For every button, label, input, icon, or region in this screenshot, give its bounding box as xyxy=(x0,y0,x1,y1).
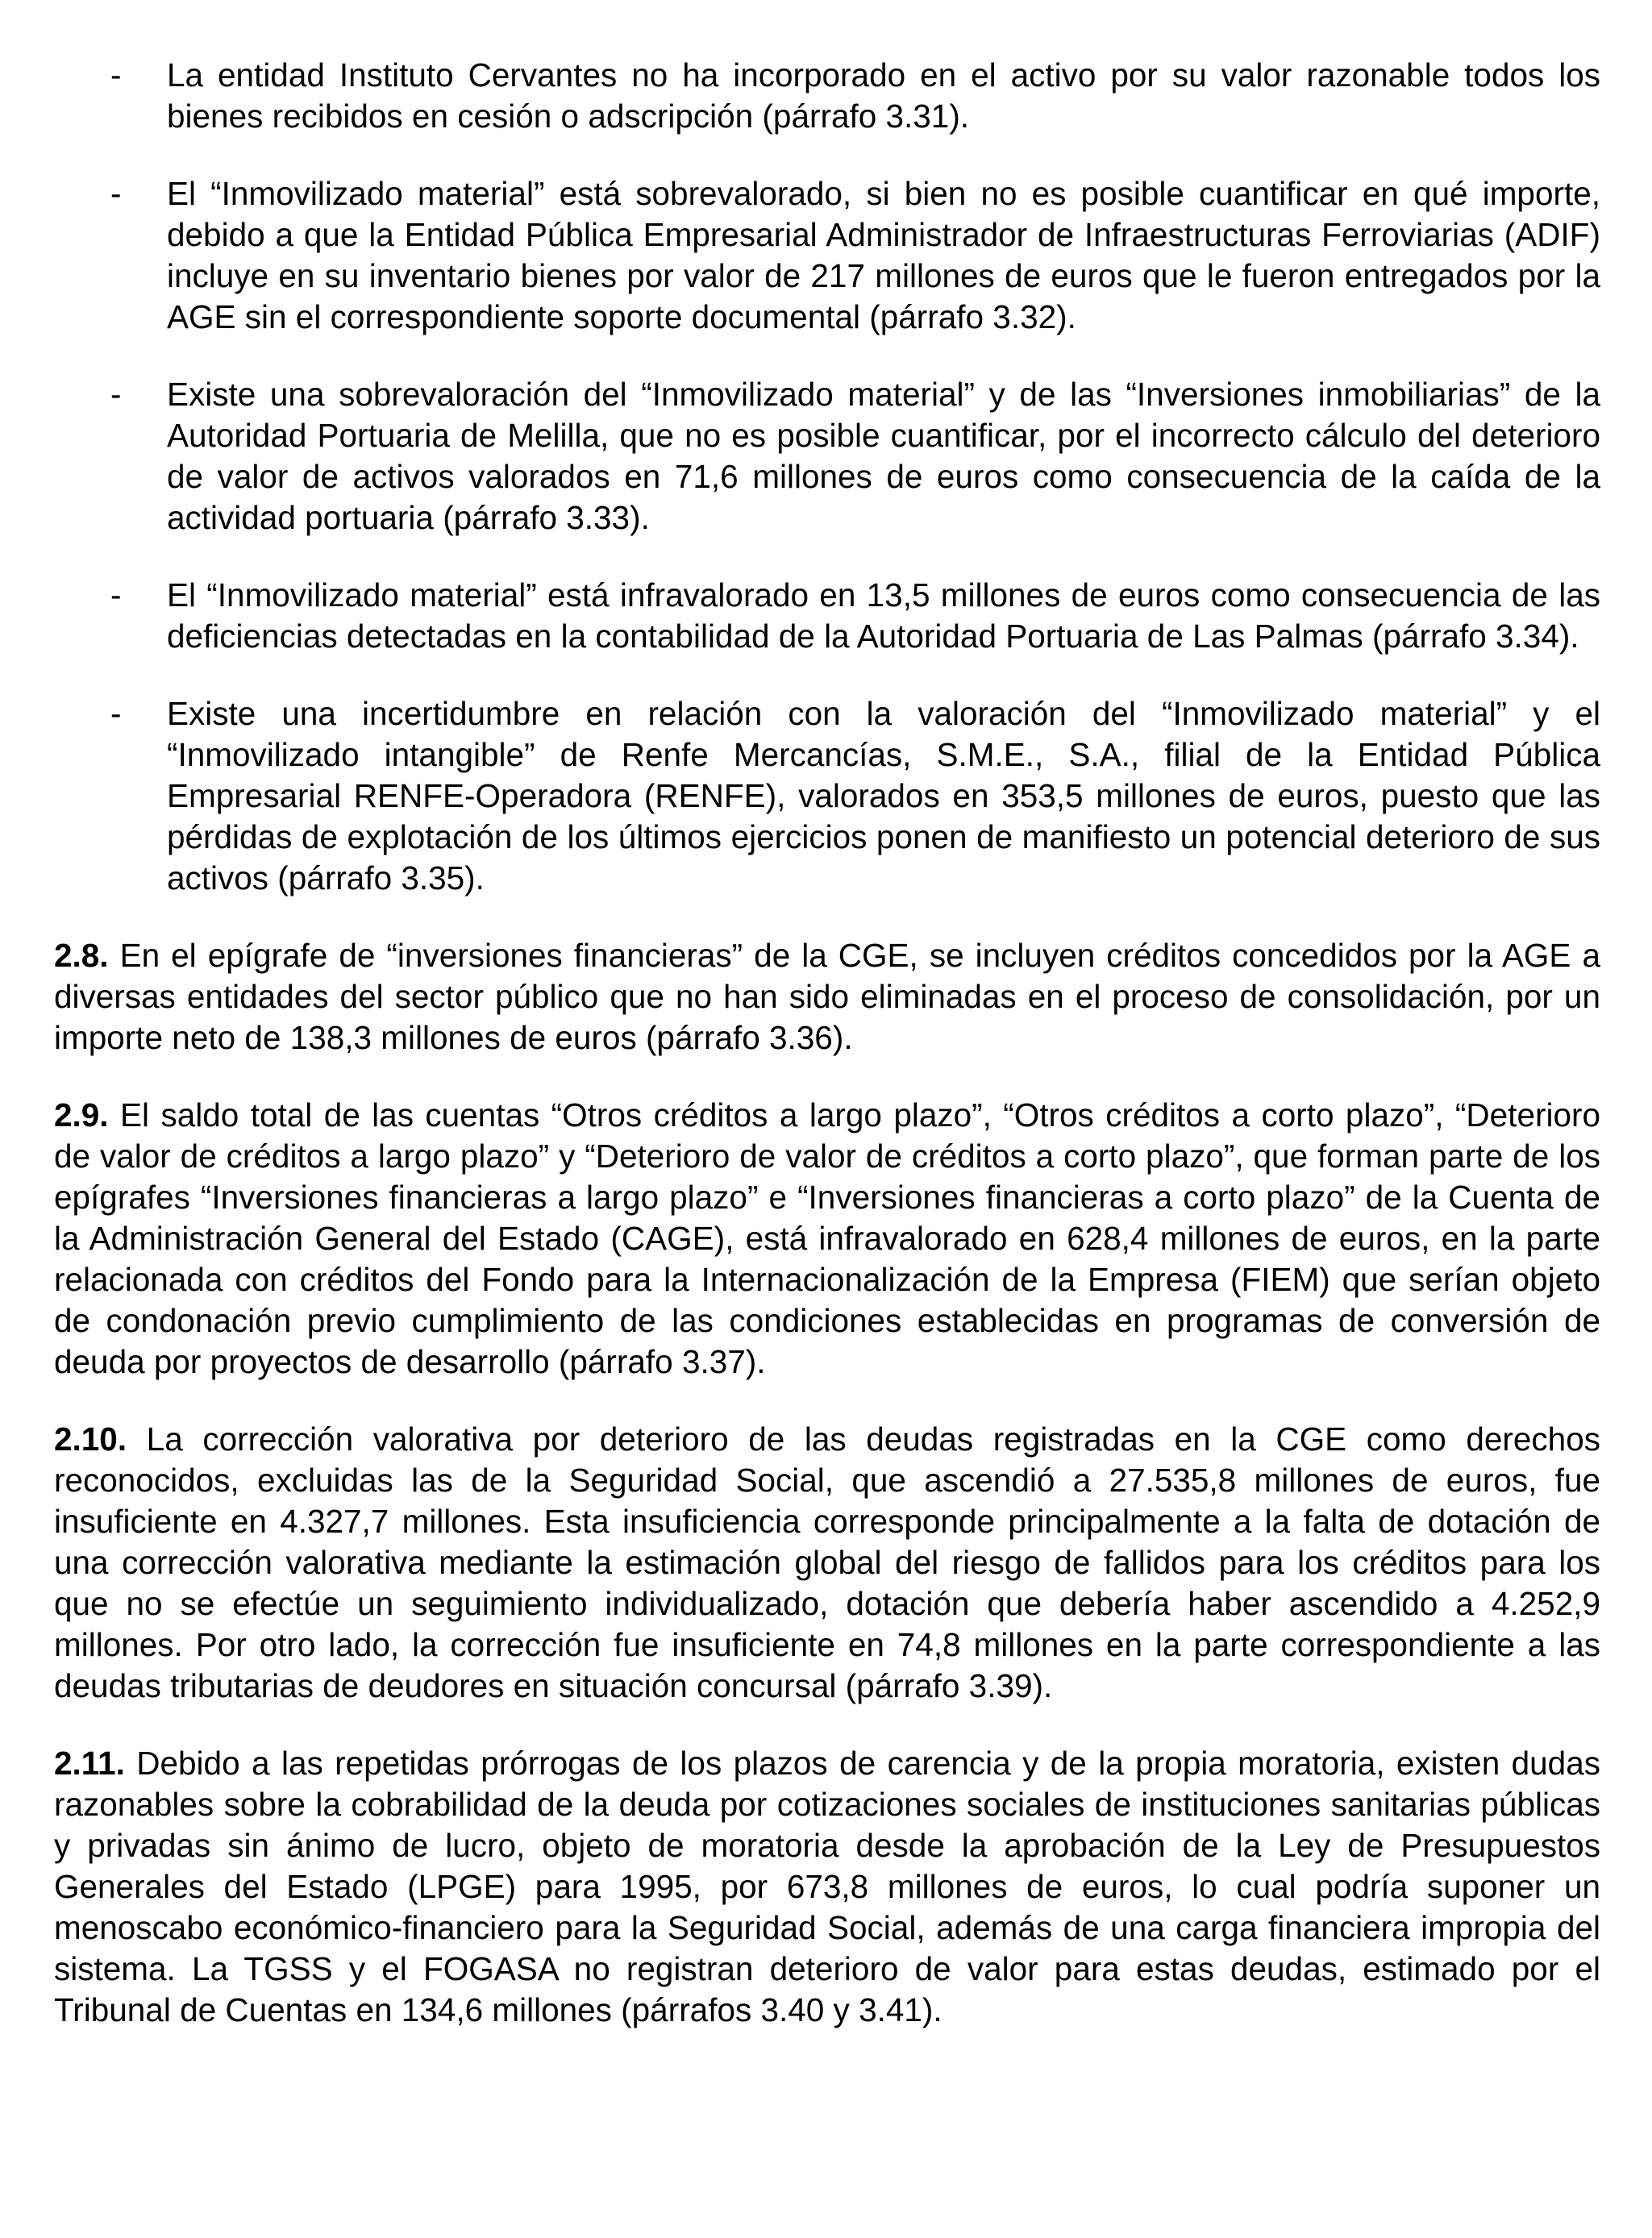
paragraph-number: 2.8. xyxy=(54,937,109,974)
bullet-marker: - xyxy=(110,695,122,732)
paragraph-text: Debido a las repetidas prórrogas de los plazos de carencia y de la propia moratoria, existen dudas razonables sobre la cobrabilidad de la deuda por cotizaciones sociales de instituciones sanitarias públicas y privadas sin ánimo de lucro, objeto de moratoria desde la aprobación de la Ley de Presupuestos Generales del Estado (LPGE) para 1995, por 673,8 millones de euros, lo cual podría suponer un menoscabo económico-financiero para la Seguridad Social, además de una carga financiera impropia del sistema. La TGSS y el FOGASA no registran deterioro de valor para estas deudas, estimado por el Tribunal de Cuentas en 134,6 millones (párrafos 3.40 y 3.41). xyxy=(54,1745,1600,2028)
list-item xyxy=(54,173,1600,338)
bullet-marker: - xyxy=(110,175,122,212)
paragraph-text: En el epígrafe de “inversiones financieras” de la CGE, se incluyen créditos concedidos por la AGE a diversas entidades del sector público que no han sido eliminadas en el proceso de consolidación, por un importe neto de 138,3 millones de euros (párrafo 3.36). xyxy=(54,937,1600,1056)
list-item xyxy=(54,693,1600,899)
paragraph-text: El saldo total de las cuentas “Otros créditos a largo plazo”, “Otros créditos a corto plazo”, “Deterioro de valor de créditos a largo plazo” y “Deterioro de valor de créditos a corto plazo”, que forman parte de los epígrafes “Inversiones financieras a largo plazo” e “Inversiones financieras a corto plazo” de la Cuenta de la Administración General del Estado (CAGE), está infravalorado en 628,4 millones de euros, en la parte relacionada con créditos del Fondo para la Internacionalización de la Empresa (FIEM) que serían objeto de condonación previo cumplimiento de las condiciones establecidas en programas de conversión de deuda por proyectos de desarrollo (párrafo 3.37). xyxy=(54,1096,1600,1380)
bullet-text: Existe una incertidumbre en relación con la valoración del “Inmovilizado material” y el “Inmovilizado intangible” de Renfe Mercancías, S.M.E., S.A., filial de la Entidad Pública Empresarial RENFE-Operadora (RENFE), valorados en 353,5 millones de euros, puesto que las pérdidas de explotación de los últimos ejercicios ponen de manifiesto un potencial deterioro de sus activos (párrafo 3.35). xyxy=(167,695,1600,896)
paragraph-2-10 xyxy=(54,1419,1600,1707)
paragraph-text: La corrección valorativa por deterioro de las deudas registradas en la CGE como derechos reconocidos, excluidas las de la Seguridad Social, que ascendió a 27.535,8 millones de euros, fue insuficiente en 4.327,7 millones. Esta insuficiencia corresponde principalmente a la falta de dotación de una corrección valorativa mediante la estimación global del riesgo de fallidos para los créditos para los que no se efectúe un seguimiento individualizado, dotación que debería haber ascendido a 4.252,9 millones. Por otro lado, la corrección fue insuficiente en 74,8 millones en la parte correspondiente a las deudas tributarias de deudores en situación concursal (párrafo 3.39). xyxy=(54,1421,1600,1704)
paragraph-2-11 xyxy=(54,1743,1600,2031)
paragraph-number: 2.9. xyxy=(54,1096,109,1134)
bullet-text: La entidad Instituto Cervantes no ha incorporado en el activo por su valor razonable todos los bienes recibidos en cesión o adscripción (párrafo 3.31). xyxy=(167,56,1600,135)
bullet-list xyxy=(54,55,1600,899)
bullet-marker: - xyxy=(110,56,122,94)
bullet-text: El “Inmovilizado material” está infravalorado en 13,5 millones de euros como consecuencia de las deficiencias detectadas en la contabilidad de la Autoridad Portuaria de Las Palmas (párrafo 3.34). xyxy=(167,576,1600,655)
bullet-text: El “Inmovilizado material” está sobrevalorado, si bien no es posible cuantificar en qué importe, debido a que la Entidad Pública Empresarial Administrador de Infraestructuras Ferroviarias (ADIF) incluye en su inventario bienes por valor de 217 millones de euros que le fueron entregados por la AGE sin el correspondiente soporte documental (párrafo 3.32). xyxy=(167,175,1600,335)
list-item xyxy=(54,55,1600,137)
document-page xyxy=(54,55,1600,2067)
bullet-marker: - xyxy=(110,376,122,413)
paragraph-number: 2.10. xyxy=(54,1421,127,1458)
paragraph-2-8 xyxy=(54,935,1600,1059)
list-item xyxy=(54,575,1600,657)
paragraph-number: 2.11. xyxy=(54,1745,125,1782)
bullet-text: Existe una sobrevaloración del “Inmovilizado material” y de las “Inversiones inmobiliarias” de la Autoridad Portuaria de Melilla, que no es posible cuantificar, por el incorrecto cálculo del deterioro de valor de activos valorados en 71,6 millones de euros como consecuencia de la caída de la actividad portuaria (párrafo 3.33). xyxy=(167,376,1600,536)
paragraph-2-9 xyxy=(54,1095,1600,1383)
list-item xyxy=(54,374,1600,539)
bullet-marker: - xyxy=(110,576,122,614)
